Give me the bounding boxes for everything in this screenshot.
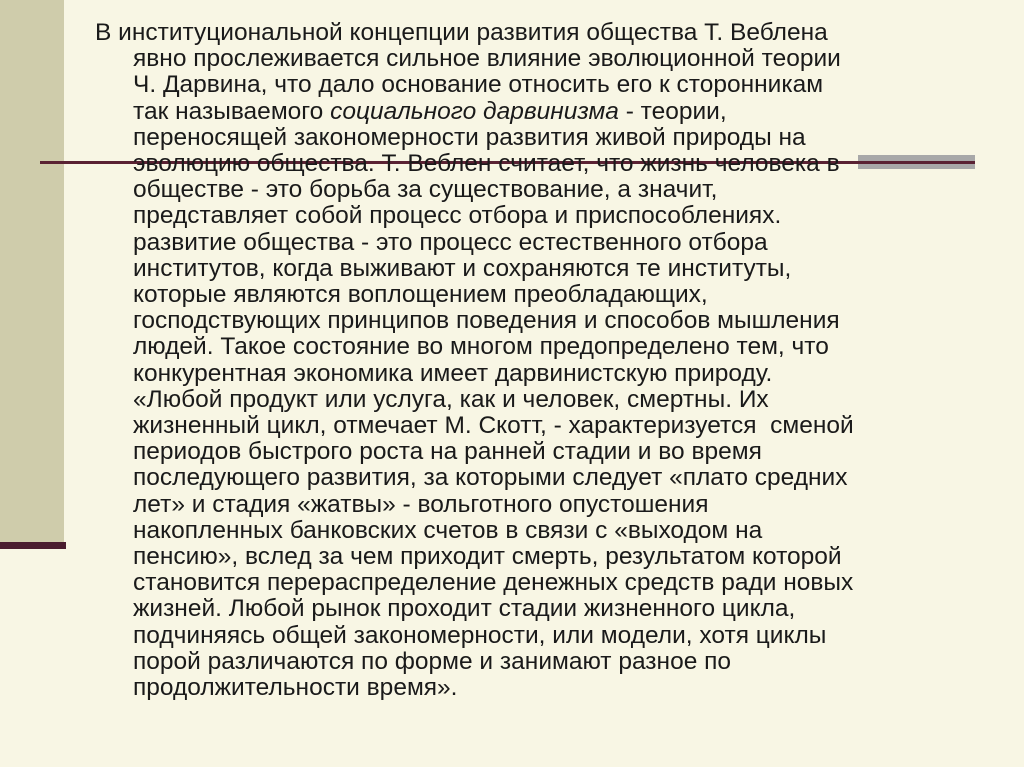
text-line: явно прослеживается сильное влияние эволюционной теории — [133, 45, 841, 73]
text-line: жизненный цикл, отмечает М. Скотт, - характеризуется сменой — [133, 412, 854, 440]
text-line: переносящей закономерности развития живой природы на — [133, 123, 806, 151]
text-line: В институциональной концепции развития общества Т. Веблена — [95, 19, 828, 46]
left-decorative-band — [0, 0, 64, 549]
text-line: обществе - это борьба за существование, а значит, — [133, 176, 718, 204]
text-line: развитие общества - это процесс естественного отбора — [133, 228, 768, 256]
text-line: лет» и стадия «жатвы» - вольготного опустошения — [133, 490, 709, 518]
text-line: институтов, когда выживают и сохраняются те институты, — [133, 254, 792, 282]
text-line: накопленных банковских счетов в связи с «выходом на — [133, 516, 763, 544]
text-line: продолжительности время». — [133, 674, 458, 702]
slide-body-text — [95, 20, 1005, 701]
text-line: Ч. Дарвина, что дало основание относить его к сторонникам — [133, 71, 824, 99]
text-line — [95, 99, 1005, 125]
text-line: господствующих принципов поведения и способов мышления — [133, 307, 840, 335]
text-line: представляет собой процесс отбора и приспособлениях. — [133, 202, 782, 230]
text-fragment: - теории, — [618, 97, 727, 125]
text-line: эволюцию общества. Т. Веблен считает, что жизнь человека в — [133, 150, 840, 178]
text-line: порой различаются по форме и занимают разное по — [133, 647, 732, 675]
text-line: подчиняясь общей закономерности, или модели, хотя циклы — [133, 621, 827, 649]
text-line: последующего развития, за которыми следует «плато средних — [133, 464, 848, 492]
italic-term: социального дарвинизма — [330, 97, 619, 125]
text-line: «Любой продукт или услуга, как и человек, смертны. Их — [133, 385, 769, 413]
text-line: пенсию», вслед за чем приходит смерть, результатом которой — [133, 543, 842, 571]
text-line: которые являются воплощением преобладающих, — [133, 281, 708, 309]
text-fragment: так называемого — [133, 97, 331, 125]
text-line: периодов быстрого роста на ранней стадии и во время — [133, 438, 762, 466]
left-band-accent-line — [0, 542, 66, 549]
text-line: становится перераспределение денежных средств ради новых — [133, 569, 854, 597]
text-line: конкурентная экономика имеет дарвинистскую природу. — [133, 359, 773, 387]
text-line: людей. Такое состояние во многом предопределено тем, что — [133, 333, 829, 361]
text-line: жизней. Любой рынок проходит стадии жизненного цикла, — [133, 595, 796, 623]
